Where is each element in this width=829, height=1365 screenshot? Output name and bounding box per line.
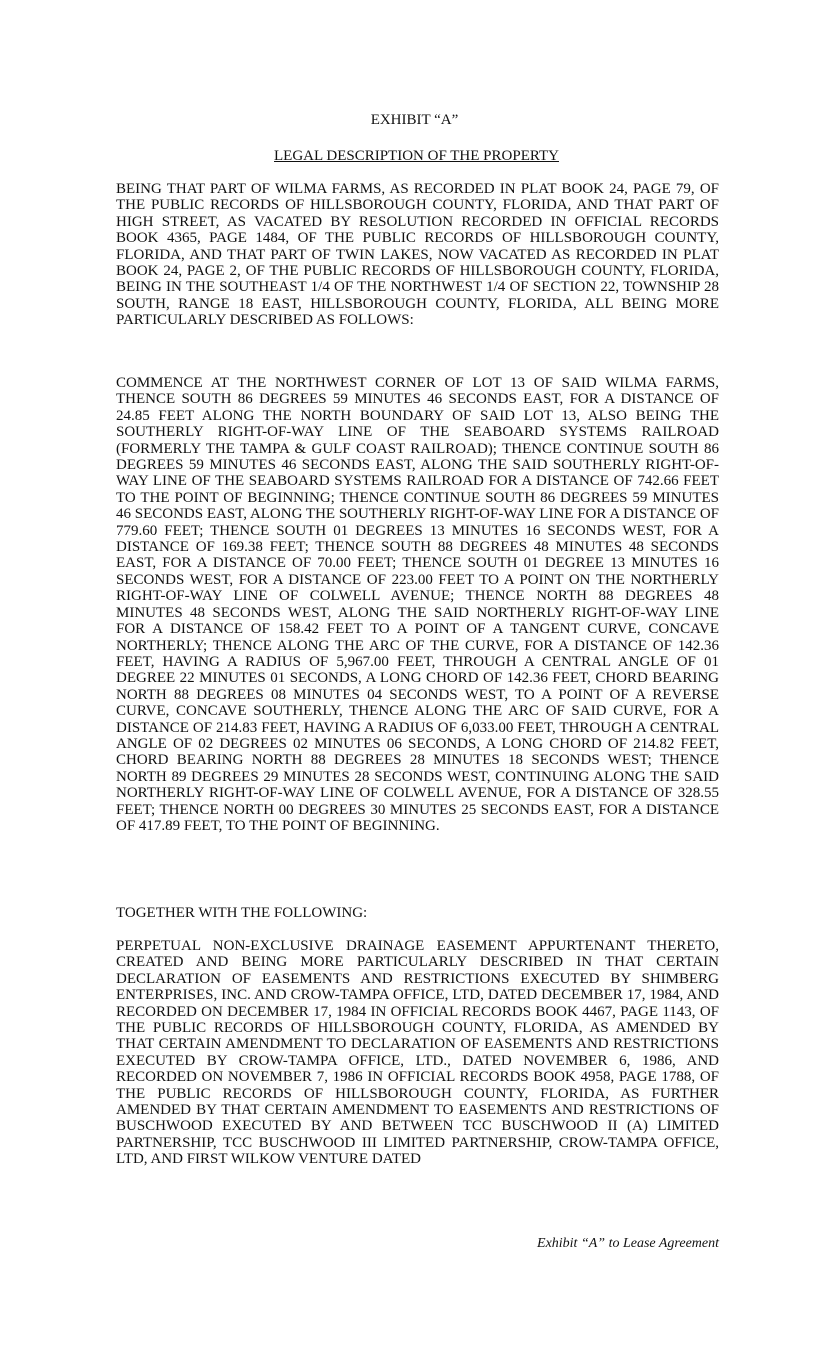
paragraph-together-with: TOGETHER WITH THE FOLLOWING: bbox=[116, 905, 368, 921]
exhibit-title: EXHIBIT “A” bbox=[370, 112, 459, 128]
section-subtitle: LEGAL DESCRIPTION OF THE PROPERTY bbox=[274, 148, 559, 164]
paragraph-metes-and-bounds: COMMENCE AT THE NORTHWEST CORNER OF LOT 13 OF SAID WILMA FARMS, THENCE SOUTH 86 DEGREES 59 MINUTES 46 SECONDS EAST, FOR A DISTANCE OF 24.85 FEET ALONG THE NORTH BOUNDARY OF SAID LOT 13, ALSO BEING THE SOUTHERLY RIGHT-OF-WAY LINE OF THE SEABOARD SYSTEMS RAILROAD (FORMERLY THE TAMPA & GULF COAST RAILROAD); THENCE CONTINUE SOUTH 86 DEGREES 59 MINUTES 46 SECONDS EAST, ALONG THE SAID SOUTHERLY RIGHT-OF-WAY LINE OF THE SEABOARD SYSTEMS RAILROAD FOR A DISTANCE OF 742.66 FEET TO THE POINT OF BEGINNING; THENCE CONTINUE SOUTH 86 DEGREES 59 MINUTES 46 SECONDS EAST, ALONG THE SOUTHERLY RIGHT-OF-WAY LINE FOR A DISTANCE OF 779.60 FEET; THENCE SOUTH 01 DEGREES 13 MINUTES 16 SECONDS WEST, FOR A DISTANCE OF 169.38 FEET; THENCE SOUTH 88 DEGREES 48 MINUTES 48 SECONDS EAST, FOR A DISTANCE OF 70.00 FEET; THENCE SOUTH 01 DEGREE 13 MINUTES 16 SECONDS WEST, FOR A DISTANCE OF 223.00 FEET TO A POINT ON THE NORTHERLY RIGHT-OF-WAY LINE OF COLWELL AVENUE; THENCE NORTH 88 DEGREES 48 MINUTES 48 SECONDS WEST, ALONG THE SAID NORTHERLY RIGHT-OF-WAY LINE FOR A DISTANCE OF 158.42 FEET TO A POINT OF A TANGENT CURVE, CONCAVE NORTHERLY; THENCE ALONG THE ARC OF THE CURVE, FOR A DISTANCE OF 142.36 FEET, HAVING A RADIUS OF 5,967.00 FEET, THROUGH A CENTRAL ANGLE OF 01 DEGREE 22 MINUTES 01 SECONDS, A LONG CHORD OF 142.36 FEET, CHORD BEARING NORTH 88 DEGREES 08 MINUTES 04 SECONDS WEST, TO A POINT OF A REVERSE CURVE, CONCAVE SOUTHERLY, THENCE ALONG THE ARC OF SAID CURVE, FOR A DISTANCE OF 214.83 FEET, HAVING A RADIUS OF 6,033.00 FEET, THROUGH A CENTRAL ANGLE OF 02 DEGREES 02 MINUTES 06 SECONDS, A LONG CHORD OF 214.82 FEET, CHORD BEARING NORTH 88 DEGREES 28 MINUTES 18 SECONDS WEST; THENCE NORTH 89 DEGREES 29 MINUTES 28 SECONDS WEST, CONTINUING ALONG THE SAID NORTHERLY RIGHT-OF-WAY LINE OF COLWELL AVENUE, FOR A DISTANCE OF 328.55 FEET; THENCE NORTH 00 DEGREES 30 MINUTES 25 SECONDS EAST, FOR A DISTANCE OF 417.89 FEET, TO THE POINT OF BEGINNING. bbox=[116, 375, 719, 834]
page-footer: Exhibit “A” to Lease Agreement bbox=[537, 1236, 719, 1251]
paragraph-property-description: BEING THAT PART OF WILMA FARMS, AS RECORDED IN PLAT BOOK 24, PAGE 79, OF THE PUBLIC RECORDS OF HILLSBOROUGH COUNTY, FLORIDA, AND THAT PART OF HIGH STREET, AS VACATED BY RESOLUTION RECORDED IN OFFICIAL RECORDS BOOK 4365, PAGE 1484, OF THE PUBLIC RECORDS OF HILLSBOROUGH COUNTY, FLORIDA, AND THAT PART OF TWIN LAKES, NOW VACATED AS RECORDED IN PLAT BOOK 24, PAGE 2, OF THE PUBLIC RECORDS OF HILLSBOROUGH COUNTY, FLORIDA, BEING IN THE SOUTHEAST 1/4 OF THE NORTHWEST 1/4 OF SECTION 22, TOWNSHIP 28 SOUTH, RANGE 18 EAST, HILLSBOROUGH COUNTY, FLORIDA, ALL BEING MORE PARTICULARLY DESCRIBED AS FOLLOWS: bbox=[116, 181, 719, 329]
paragraph-drainage-easement: PERPETUAL NON-EXCLUSIVE DRAINAGE EASEMENT APPURTENANT THERETO, CREATED AND BEING MORE PARTICULARLY DESCRIBED IN THAT CERTAIN DECLARATION OF EASEMENTS AND RESTRICTIONS EXECUTED BY SHIMBERG ENTERPRISES, INC. AND CROW-TAMPA OFFICE, LTD, DATED DECEMBER 17, 1984, AND RECORDED ON DECEMBER 17, 1984 IN OFFICIAL RECORDS BOOK 4467, PAGE 1143, OF THE PUBLIC RECORDS OF HILLSBOROUGH COUNTY, FLORIDA, AS AMENDED BY THAT CERTAIN AMENDMENT TO DECLARATION OF EASEMENTS AND RESTRICTIONS EXECUTED BY CROW-TAMPA OFFICE, LTD., DATED NOVEMBER 6, 1986, AND RECORDED ON NOVEMBER 7, 1986 IN OFFICIAL RECORDS BOOK 4958, PAGE 1788, OF THE PUBLIC RECORDS OF HILLSBOROUGH COUNTY, FLORIDA, AS FURTHER AMENDED BY THAT CERTAIN AMENDMENT TO EASEMENTS AND RESTRICTIONS OF BUSCHWOOD EXECUTED BY AND BETWEEN TCC BUSCHWOOD II (A) LIMITED PARTNERSHIP, TCC BUSCHWOOD III LIMITED PARTNERSHIP, CROW-TAMPA OFFICE, LTD, AND FIRST WILKOW VENTURE DATED bbox=[116, 938, 719, 1168]
